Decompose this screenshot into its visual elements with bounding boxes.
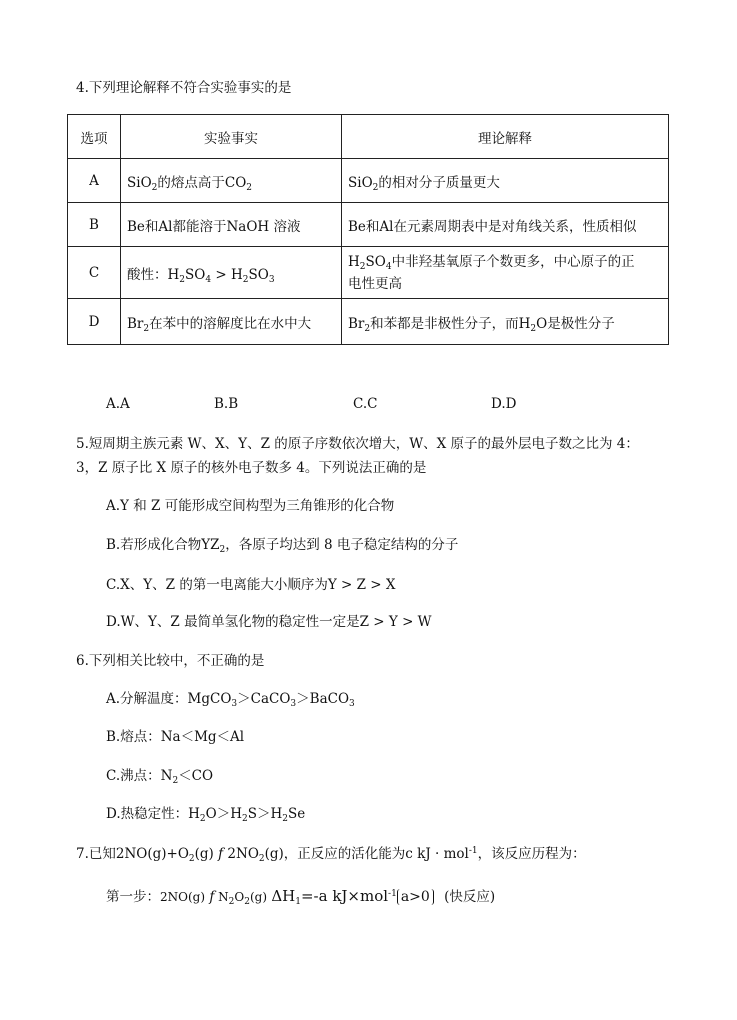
table-row (68, 159, 669, 203)
row-fact: Be和Al都能溶于NaOH 溶液 (121, 203, 342, 247)
row-option: A (68, 159, 121, 203)
q4-choice-c[interactable]: C.C (353, 396, 378, 412)
row-fact: 酸性：$H_2SO_4 > H_2SO_3$ (121, 247, 342, 299)
q5-stem-line1: 5.短周期主族元素 W、X、Y、Z 的原子序数依次增大，W、X 原子的最外层电子数之比为 4： (76, 436, 639, 452)
condition-bracket: a>0 (397, 889, 434, 905)
q4-choice-d[interactable]: D.D (491, 396, 517, 412)
row-theory: $Br_2$和苯都是非极性分子，而$H_2O$是极性分子 (342, 299, 669, 345)
q5-option-a[interactable]: A.Y 和 Z 可能形成空间构型为三角锥形的化合物 (106, 498, 395, 514)
q7-stem: 7.已知$2NO(g)+O_2(g)$ f $2NO_2(g)$，正反应的活化能为c kJ · mol$^{-1}$，该反应历程为： (76, 846, 586, 864)
header-theory: 理论解释 (342, 115, 669, 159)
q4-stem: 4.下列理论解释不符合实验事实的是 (76, 80, 292, 96)
q4-table (67, 114, 669, 345)
q4-choice-a[interactable]: A.A (106, 396, 130, 412)
table-row (68, 299, 669, 345)
q5-option-d[interactable]: D.W、Y、Z 最简单氢化物的稳定性一定是Z > Y > W (106, 614, 432, 630)
row-theory: SiO$_2$的相对分子质量更大 (342, 159, 669, 203)
q6-stem: 6.下列相关比较中，不正确的是 (76, 653, 265, 669)
header-option: 选项 (68, 115, 121, 159)
row-option: C (68, 247, 121, 299)
row-theory: $H_2SO_4$中非羟基氧原子个数更多，中心原子的正 电性更高 (342, 247, 669, 299)
q4-choice-b[interactable]: B.B (214, 396, 239, 412)
q6-option-a[interactable]: A.分解温度：MgCO$_3$＞CaCO$_3$＞BaCO$_3$ (106, 691, 355, 709)
row-theory: Be和Al在元素周期表中是对角线关系，性质相似 (342, 203, 669, 247)
row-fact: SiO$_2$的熔点高于$CO_2$ (121, 159, 342, 203)
q6-option-d[interactable]: D.热稳定性：$H_2O>H_2S>H_2Se$ (106, 806, 306, 824)
q6-option-c[interactable]: C.沸点：$N_2<CO$ (106, 768, 214, 786)
q7-step-one: 第一步：2NO(g) f $N_2O_2(g)$ $\Delta H_1=-a$ kJ×mol$^{-1}$ a>0 (快反应) (106, 887, 496, 907)
row-option: D (68, 299, 121, 345)
q5-option-c[interactable]: C.X、Y、Z 的第一电离能大小顺序为Y > Z > X (106, 577, 396, 593)
row-fact: $Br_2$在苯中的溶解度比在水中大 (121, 299, 342, 345)
header-fact: 实验事实 (121, 115, 342, 159)
row-option: B (68, 203, 121, 247)
q6-option-b[interactable]: B.熔点：Na＜Mg＜Al (106, 729, 245, 745)
q5-option-b[interactable]: B.若形成化合物$YZ_2$，各原子均达到 8 电子稳定结构的分子 (106, 537, 459, 555)
table-row (68, 247, 669, 299)
table-row (68, 203, 669, 247)
table-header-row (68, 115, 669, 159)
q5-stem-line2: 3，Z 原子比 X 原子的核外电子数多 4。下列说法正确的是 (76, 460, 427, 476)
